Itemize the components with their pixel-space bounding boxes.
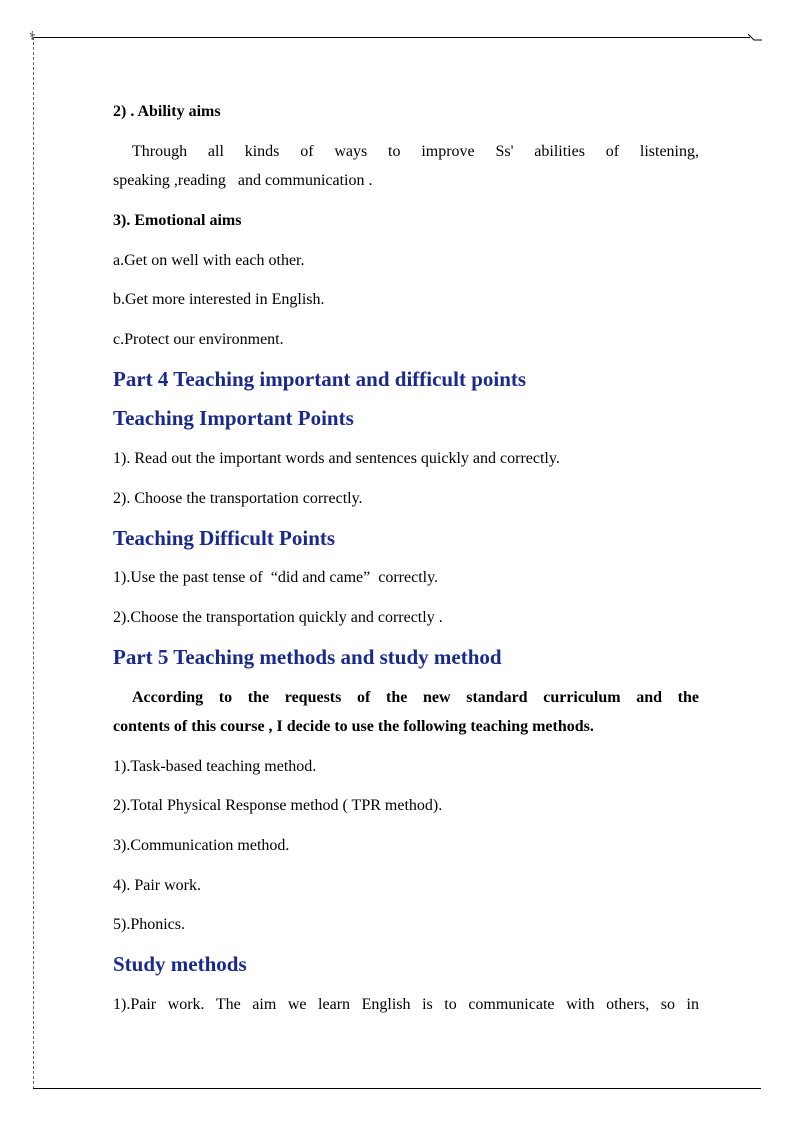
difficult-point-item: 1).Use the past tense of “did and came” correctly. <box>113 569 439 586</box>
methods-intro-line-1: According to the requests of the new standard curriculum and the <box>132 689 699 706</box>
anchor-icon: ⚕ <box>29 29 36 43</box>
emotional-aim-item: b.Get more interested in English. <box>113 291 325 308</box>
ability-aims-title: 2) . Ability aims <box>113 103 221 120</box>
page-frame-top-border <box>34 37 750 38</box>
emotional-aim-item: c.Protect our environment. <box>113 331 284 348</box>
emotional-aims-title: 3). Emotional aims <box>113 212 242 229</box>
page-corner-fold-icon <box>748 34 762 44</box>
important-points-heading: Teaching Important Points <box>113 406 354 430</box>
teaching-method-item: 5).Phonics. <box>113 916 185 933</box>
ability-aims-text-line-2: speaking ,reading and communication . <box>113 172 373 189</box>
teaching-method-item: 2).Total Physical Response method ( TPR method). <box>113 797 443 814</box>
important-point-item: 1). Read out the important words and sentences quickly and correctly. <box>113 450 560 467</box>
difficult-points-heading: Teaching Difficult Points <box>113 526 336 550</box>
difficult-point-item: 2).Choose the transportation quickly and correctly . <box>113 609 443 626</box>
page-frame-bottom-border <box>33 1088 761 1089</box>
study-methods-heading: Study methods <box>113 952 247 976</box>
part5-heading: Part 5 Teaching methods and study method <box>113 645 502 669</box>
important-point-item: 2). Choose the transportation correctly. <box>113 490 363 507</box>
emotional-aim-item: a.Get on well with each other. <box>113 252 305 269</box>
teaching-method-item: 3).Communication method. <box>113 837 290 854</box>
part4-heading: Part 4 Teaching important and difficult points <box>113 367 527 391</box>
teaching-method-item: 4). Pair work. <box>113 877 201 894</box>
teaching-method-item: 1).Task-based teaching method. <box>113 758 317 775</box>
study-methods-text-line-1: 1).Pair work. The aim we learn English is to communicate with others, so in <box>113 996 699 1013</box>
page-frame-left-border <box>33 37 34 1089</box>
ability-aims-text-line-1: Through all kinds of ways to improve Ss' abilities of listening, <box>132 143 699 160</box>
methods-intro-line-2: contents of this course , I decide to use the following teaching methods. <box>113 718 594 735</box>
